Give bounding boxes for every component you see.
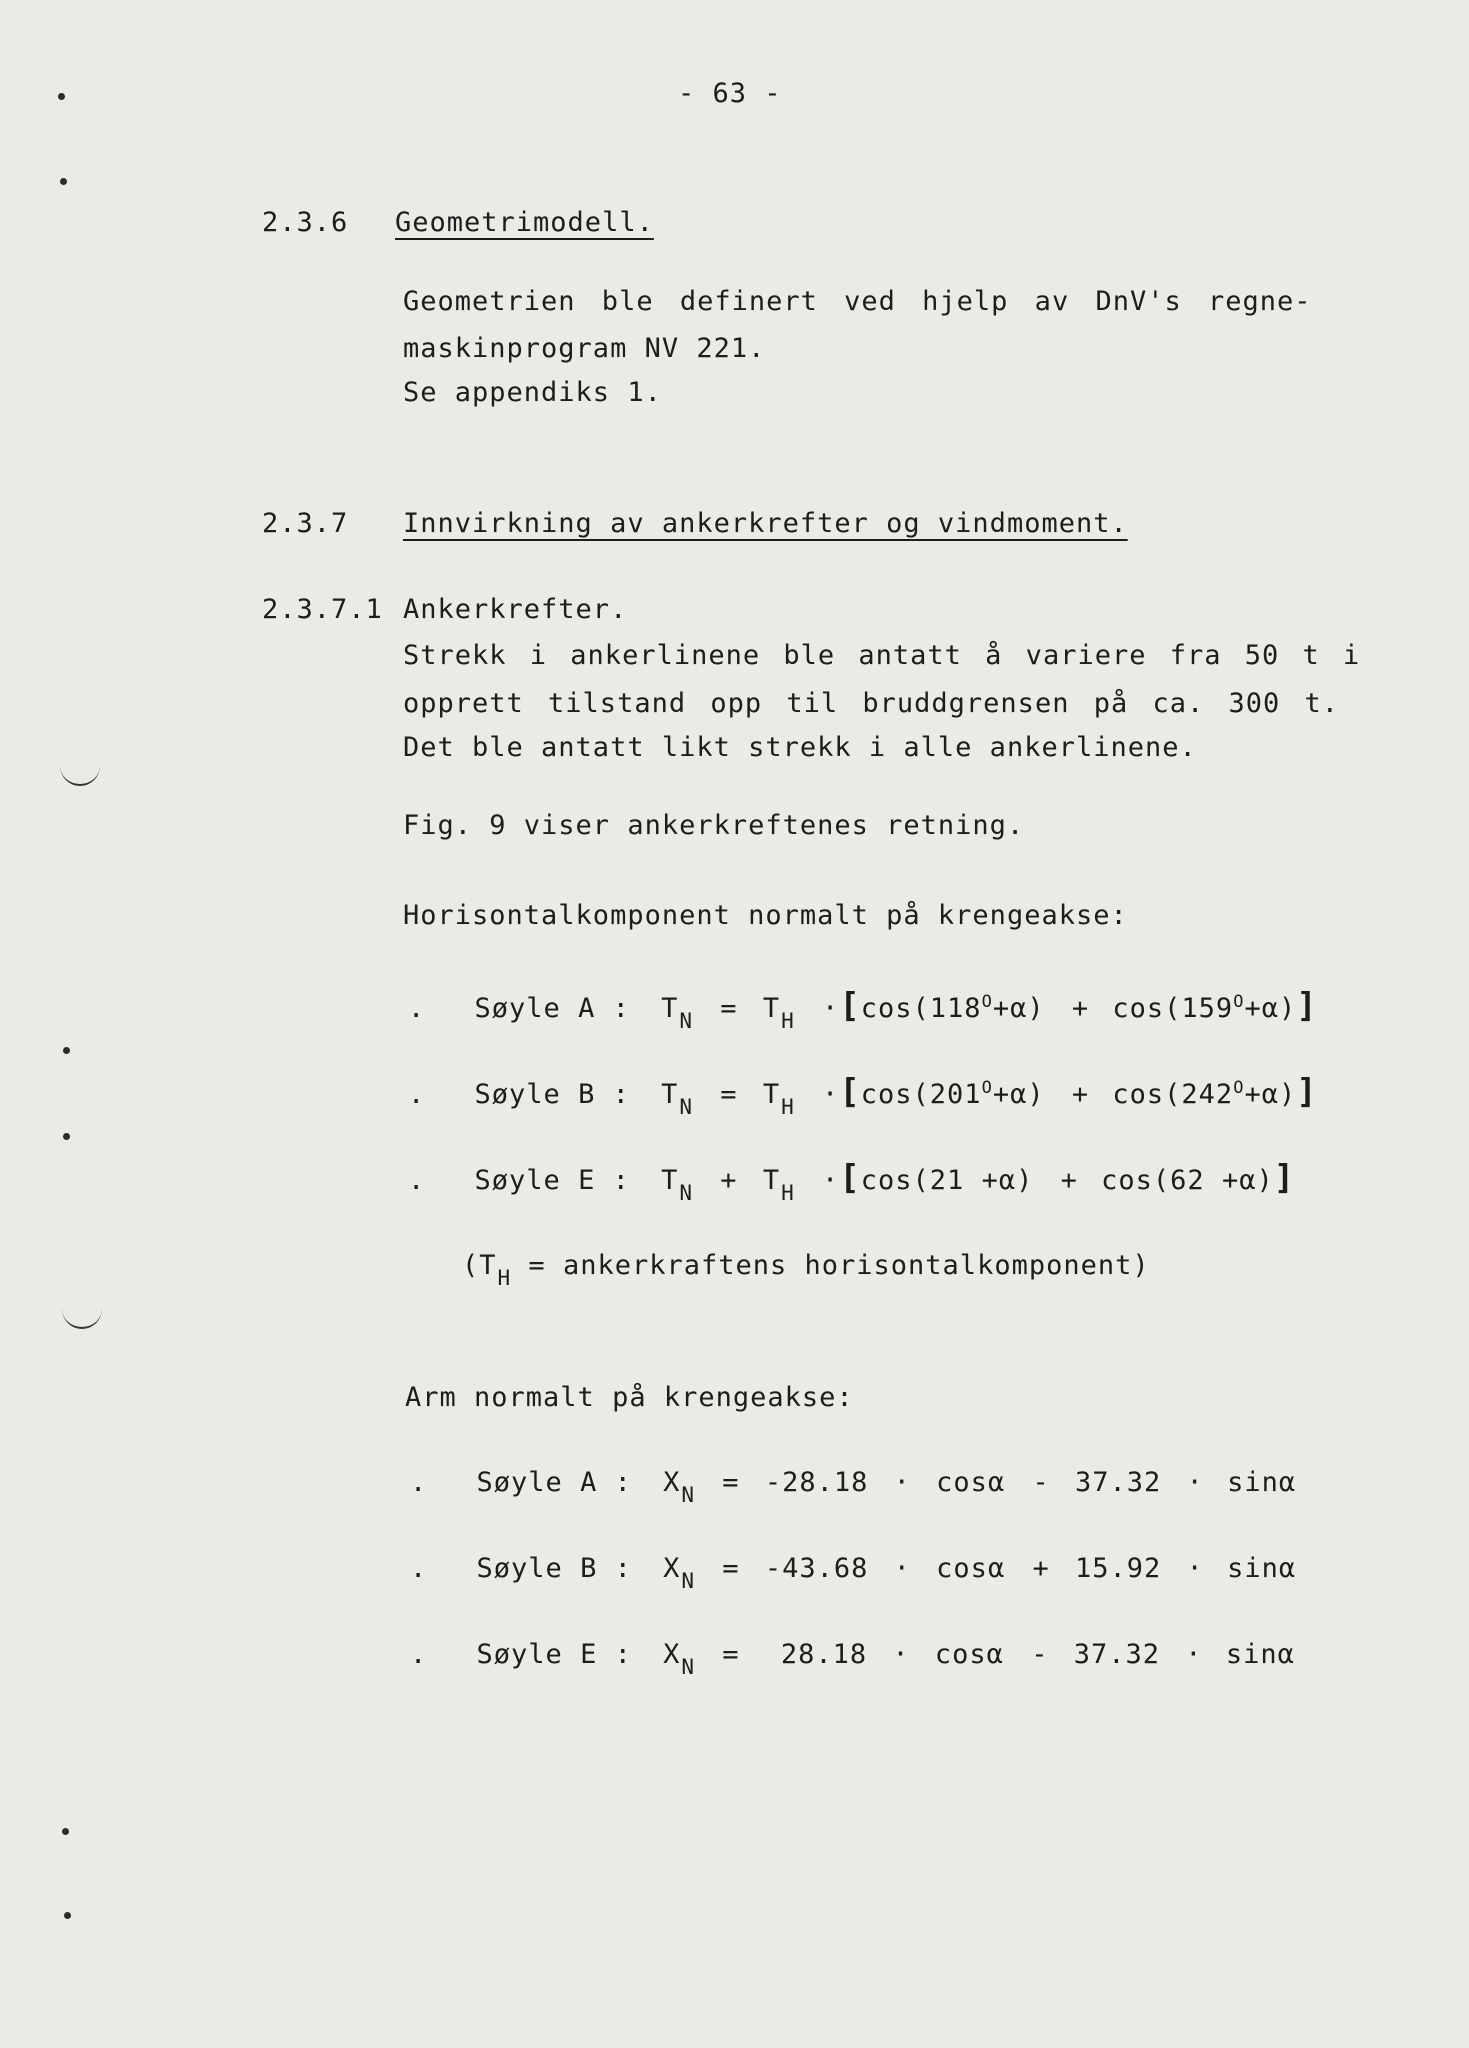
column-label: Søyle B : [474,1079,630,1110]
bullet: . [410,1553,428,1584]
margin-dot [64,1912,71,1919]
paragraph-line: opprett tilstand opp til bruddgrensen på ca. 300 t. [403,688,1340,719]
column-label: Søyle E : [474,1165,630,1196]
equation-heading: Arm normalt på krengeakse: [405,1382,854,1413]
margin-dot [58,93,65,100]
column-label: Søyle B : [476,1553,632,1584]
bullet: . [410,1639,428,1670]
paragraph-line: Strekk i ankerlinene ble antatt å variere fra 50 t i [403,640,1361,671]
margin-dot [62,1828,69,1835]
equation-horiz-b: . Søyle B : $T_N = T_H \cdot[\cos(201^O+\alpha) + \cos(242^O+\alpha)]$ [408,1072,1318,1119]
bullet: . [408,993,426,1024]
equation-arm-a: . Søyle A : $X_N = -28.18 \cdot \cos\alpha - 37.32 \cdot \sin\alpha$ [410,1467,1297,1507]
lhs: T [661,993,679,1024]
equation-arm-b: . Søyle B : $X_N = -43.68 \cdot \cos\alpha + 15.92 \cdot \sin\alpha$ [410,1553,1297,1593]
bullet: . [410,1467,428,1498]
equation-arm-e: . Søyle E : $X_N = 28.18 \cdot \cos\alpha - 37.32 \cdot \sin\alpha$ [410,1639,1295,1679]
section-number: 2.3.7.1 [262,594,383,625]
column-label: Søyle E : [476,1639,632,1670]
bullet: . [408,1079,426,1110]
paragraph-line: Se appendiks 1. [403,377,662,408]
section-number: 2.3.6 [262,207,349,238]
equation-heading: Horisontalkomponent normalt på krengeakse: [403,900,1128,931]
column-label: Søyle A : [474,993,630,1024]
margin-curve [62,1305,102,1329]
section-title: Ankerkrefter. [403,594,628,625]
paragraph-line: Det ble antatt likt strekk i alle ankerlinene. [403,732,1197,763]
margin-curve [60,762,100,786]
margin-dot [60,178,67,185]
section-title: Geometrimodell. [395,207,654,238]
page-number: - 63 - [678,78,782,109]
equation-horiz-e: . Søyle E : $T_N + T_H \cdot[\cos(21 +\alpha) + \cos(62 +\alpha)]$ [408,1158,1296,1205]
column-label: Søyle A : [476,1467,632,1498]
margin-dot [63,1047,70,1054]
figure-reference: Fig. 9 viser ankerkreftenes retning. [403,810,1025,841]
equation-horiz-a: . Søyle A : $T_N = T_H \cdot[\cos(118^O+\alpha) + \cos(159^O+\alpha)]$ [408,986,1318,1033]
paragraph-line: maskinprogram NV 221. [403,333,766,364]
bullet: . [408,1165,426,1196]
section-title: Innvirkning av ankerkrefter og vindmoment. [403,508,1128,539]
paragraph-line: Geometrien ble definert ved hjelp av DnV's regne- [403,286,1312,317]
margin-dot [63,1133,70,1140]
definition-note: ($T_H$ = ankerkraftens horisontalkomponent) [462,1250,1150,1290]
section-number: 2.3.7 [262,508,349,539]
